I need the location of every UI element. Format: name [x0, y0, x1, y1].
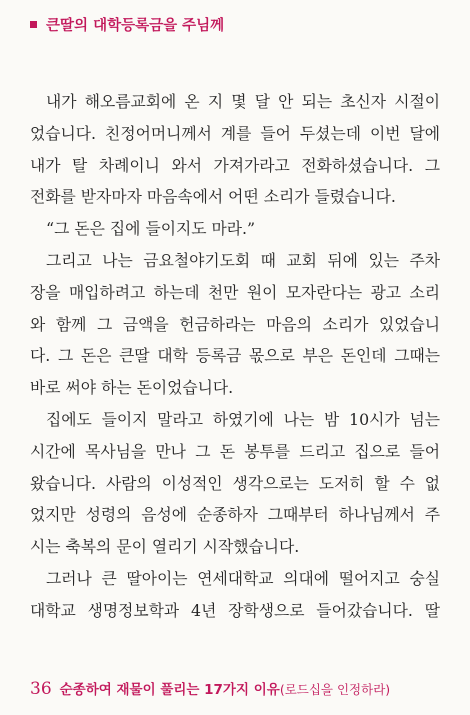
book-subtitle: (로드십을 인정하라): [279, 682, 391, 697]
text-line: 시간에 목사님을 만나 그 돈 봉투를 드리고 집으로 들어: [30, 441, 440, 461]
text-line: 왔습니다. 사람의 이성적인 생각으로는 도저히 할 수 없: [30, 473, 440, 493]
text-line: 그리고 나는 금요철야기도회 때 교회 뒤에 있는 주차: [46, 250, 440, 270]
text-line: 시는 축복의 문이 열리기 시작했습니다.: [30, 537, 300, 557]
square-bullet-icon: [30, 21, 37, 28]
text-line: 그러나 큰 딸아이는 연세대학교 의대에 떨어지고 숭실: [46, 568, 440, 588]
body-text: [30, 86, 440, 627]
text-line: 장을 매입하려고 하는데 천만 원이 모자란다는 광고 소리: [30, 282, 440, 302]
text-line: 집에도 들이지 말라고 하였기에 나는 밤 10시가 넘는: [46, 409, 440, 429]
page-number: 36: [30, 679, 52, 699]
text-line: 전화를 받자마자 마음속에서 어떤 소리가 들렸습니다.: [30, 187, 396, 207]
text-line: “그 돈은 집에 들이지도 마라.”: [46, 219, 256, 239]
text-line: 대학교 생명정보학과 4년 장학생으로 들어갔습니다. 딸: [30, 600, 440, 620]
text-line: 었습니다. 친정어머니께서 계를 들어 두셨는데 이번 달에: [30, 123, 440, 143]
text-line: 바로 써야 하는 돈이었습니다.: [30, 378, 234, 398]
section-heading: [30, 14, 224, 35]
text-line: 었지만 성령의 음성에 순종하자 그때부터 하나님께서 주: [30, 505, 440, 525]
text-line: 내가 탈 차례이니 와서 가져가라고 전화하셨습니다. 그: [30, 155, 440, 175]
text-line: 와 함께 그 금액을 헌금하라는 마음의 소리가 있었습니: [30, 314, 440, 334]
text-line: 다. 그 돈은 큰딸 대학 등록금 몫으로 부은 돈인데 그때는: [30, 346, 440, 366]
section-heading-text: 큰딸의 대학등록금을 주님께: [46, 18, 225, 34]
page-footer: [30, 678, 390, 699]
book-title: 순종하여 재물이 풀리는 17가지 이유: [59, 682, 280, 698]
text-line: 내가 해오름교회에 온 지 몇 달 안 되는 초신자 시절이: [46, 92, 440, 111]
